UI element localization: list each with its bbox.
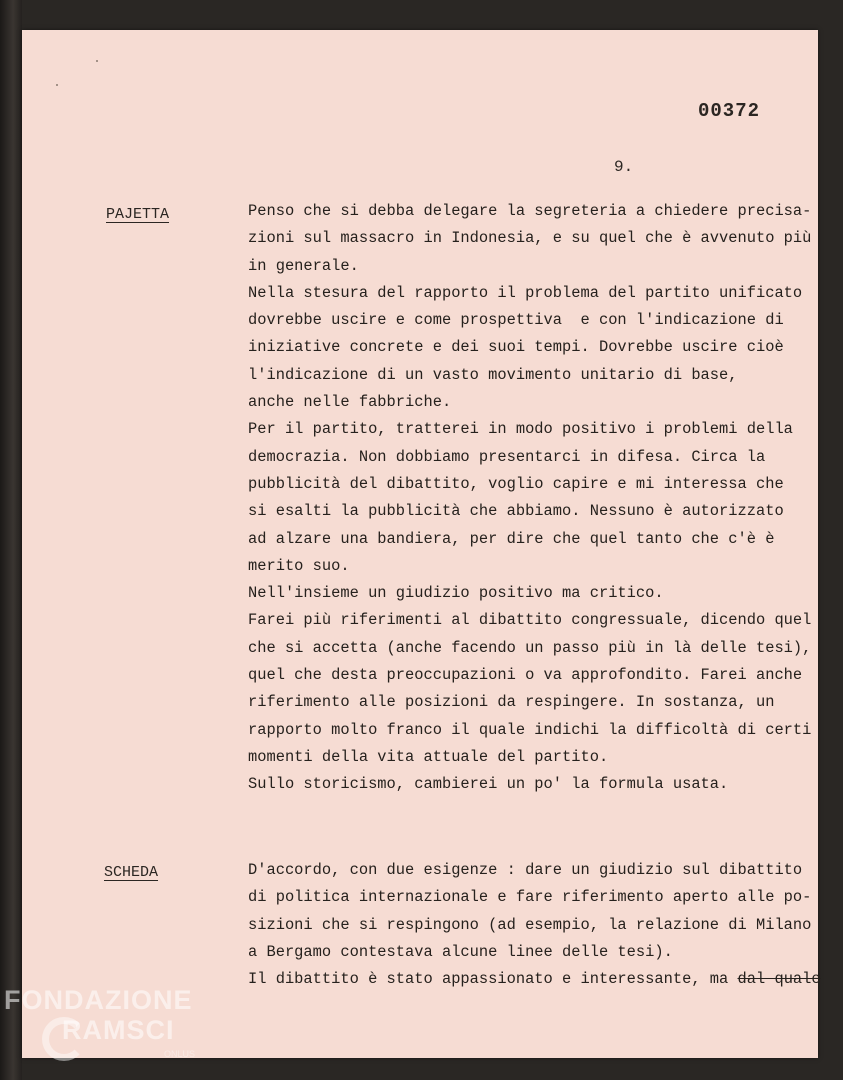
speck bbox=[96, 60, 98, 62]
speck bbox=[56, 84, 58, 86]
speech-line: quel che desta preoccupazioni o va approfondito. Farei anche bbox=[248, 666, 803, 685]
speech-line: momenti della vita attuale del partito. bbox=[248, 747, 609, 766]
speaker-label: PAJETTA bbox=[106, 206, 170, 223]
speech-line: dovrebbe uscire e come prospettiva e con l'indicazione di bbox=[248, 311, 784, 330]
scanner-edge bbox=[0, 0, 22, 1080]
speech-line: Sullo storicismo, cambierei un po' la formula usata. bbox=[248, 775, 729, 794]
speech-line: a Bergamo contestava alcune linee delle tesi). bbox=[248, 942, 673, 961]
speech-line: Per il partito, tratterei in modo positivo i problemi della bbox=[248, 420, 793, 439]
speech-line: Nell'insieme un giudizio positivo ma critico. bbox=[248, 584, 664, 603]
speech-block bbox=[248, 857, 843, 993]
document-page bbox=[22, 30, 821, 1058]
speech-line: di politica internazionale e fare riferimento aperto alle po- bbox=[248, 888, 812, 907]
watermark-line1: FONDAZIONE bbox=[4, 985, 193, 1015]
speech-line: in generale. bbox=[248, 256, 359, 275]
speech-line: democrazia. Non dobbiamo presentarci in difesa. Circa la bbox=[248, 447, 766, 466]
page-number: 9. bbox=[614, 158, 634, 176]
speech-line: anche nelle fabbriche. bbox=[248, 393, 452, 412]
speech-line: che si accetta (anche facendo un passo più in là delle tesi), bbox=[248, 638, 812, 657]
speech-line: merito suo. bbox=[248, 556, 350, 575]
speech-line: l'indicazione di un vasto movimento unitario di base, bbox=[248, 365, 738, 384]
watermark-sub: ONLUS bbox=[164, 1049, 196, 1059]
speech-line: rapporto molto franco il quale indichi la difficoltà di certi bbox=[248, 720, 812, 739]
speech-line: D'accordo, con due esigenze : dare un giudizio sul dibattito bbox=[248, 861, 803, 879]
speaker-label: SCHEDA bbox=[104, 864, 159, 881]
speech-line: Penso che si debba delegare la segreteria a chiedere precisa- bbox=[248, 202, 812, 220]
speech-line-with-strike bbox=[248, 966, 843, 993]
speech-line: pubblicità del dibattito, voglio capire e mi interessa che bbox=[248, 474, 784, 493]
struck-text: dal quale bbox=[737, 970, 821, 989]
speech-line: Farei più riferimenti al dibattito congressuale, dicendo quel bbox=[248, 611, 812, 630]
speech-line: riferimento alle posizioni da respingere. In sostanza, un bbox=[248, 693, 775, 712]
speech-line: Nella stesura del rapporto il problema del partito unificato bbox=[248, 283, 803, 302]
watermark-line2: RAMSCI bbox=[62, 1015, 175, 1045]
speech-line: zioni sul massacro in Indonesia, e su quel che è avvenuto più bbox=[248, 229, 812, 248]
speech-line: sizioni che si respingono (ad esempio, la relazione di Milano bbox=[248, 915, 812, 934]
speech-line: si esalti la pubblicità che abbiamo. Nessuno è autorizzato bbox=[248, 502, 784, 521]
speech-line: iniziative concrete e dei suoi tempi. Dovrebbe uscire cioè bbox=[248, 338, 784, 357]
speech-block bbox=[248, 198, 843, 799]
foundation-watermark bbox=[4, 985, 196, 1059]
watermark-g-logo-icon bbox=[42, 1017, 86, 1061]
speech-line: ad alzare una bandiera, per dire che quel tanto che c'è è bbox=[248, 529, 775, 548]
speech-line-text: Il dibattito è stato appassionato e interessante, ma bbox=[248, 970, 738, 989]
archive-number: 00372 bbox=[698, 100, 761, 122]
